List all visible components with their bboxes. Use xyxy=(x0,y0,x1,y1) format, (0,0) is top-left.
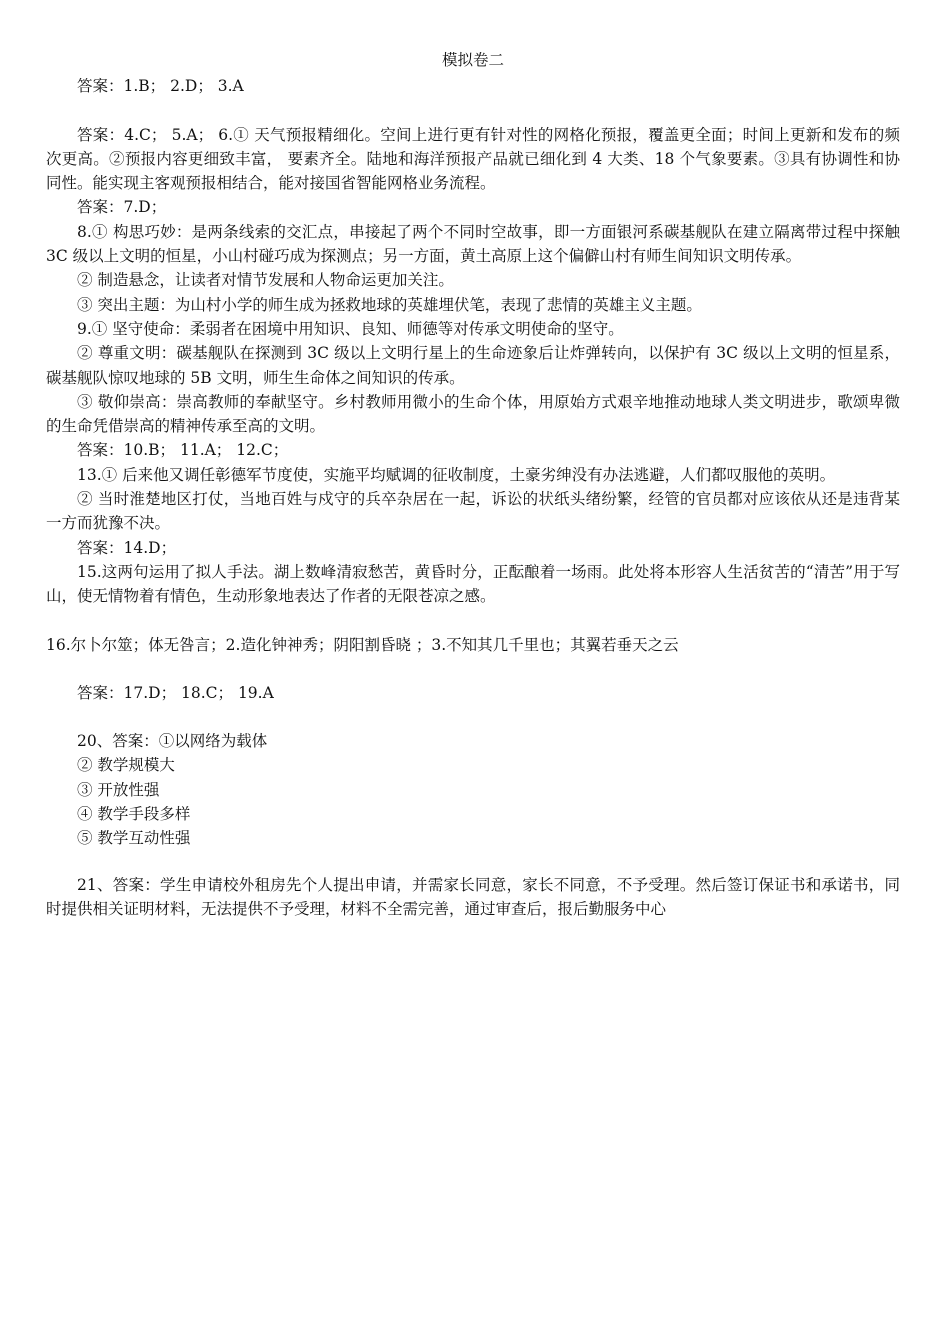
answer-9-point-3: ③ 敬仰崇高：崇高教师的奉献坚守。乡村教师用微小的生命个体，用原始方式艰辛地推动地球人类文明进步，歌颂卑微的生命凭借崇高的精神传承至高的文明。 xyxy=(46,392,900,436)
answer-21: 21、答案：学生申请校外租房先个人提出申请，并需家长同意，家长不同意，不予受理。然后签订保证书和承诺书，同时提供相关证明材料，无法提供不予受理，材料不全需完善，通过审查后，报后勤服务中心 xyxy=(46,875,900,918)
answer-8-point-3: ③ 突出主题：为山村小学的师生成为拯救地球的英雄埋伏笔，表现了悲情的英雄主义主题。 xyxy=(77,295,702,314)
answer-9-point-2: ② 尊重文明：碳基舰队在探测到 3C 级以上文明行星上的生命迹象后让炸弹转向，以保护有 3C 级以上文明的恒星系，碳基舰队惊叹地球的 5B 文明，师生生命体之间知识的传承。 xyxy=(46,344,900,387)
answer-20: 20、答案：①以网络为载体 xyxy=(77,732,268,751)
answer-20-item-5: ⑤ 教学互动性强 xyxy=(77,829,191,848)
answer-9-point-1: 9.① 坚守使命：柔弱者在困境中用知识、良知、师德等对传承文明使命的坚守。 xyxy=(77,319,624,338)
answer-13-point-1: 13.① 后来他又调任彰德军节度使，实施平均赋调的征收制度，土豪劣绅没有办法逃避，人们都叹服他的英明。 xyxy=(77,465,836,484)
answer-1-3: 答案：1.B； 2.D； 3.A xyxy=(77,77,244,96)
answer-4-6: 答案：4.C； 5.A； 6.① 天气预报精细化。空间上进行更有针对性的网格化预报，覆盖更全面；时间上更新和发布的频次更高。②预报内容更细致丰富， 要素齐全。陆地和海洋预报产品就已细化到 4 大类、18 个气象要素。③具有协调性和协同性。能实现主客观预报相结合，能对接国省智能网格业务流程。 xyxy=(46,125,900,193)
page-title: 模拟卷二 xyxy=(441,51,504,69)
answer-16: 16.尔卜尔筮；体无咎言；2.造化钟神秀；阴阳割昏晓 ；3.不知其几千里也；其翼若垂天之云 xyxy=(46,635,679,654)
answer-20-item-4: ④ 教学手段多样 xyxy=(77,805,191,824)
answer-15: 15.这两句运用了拟人手法。湖上数峰清寂愁苦，黄昏时分，正酝酿着一场雨。此处将本形容人生活贫苦的“清苦”用于写山，使无情物着有情色，生动形象地表达了作者的无限苍凉之感。 xyxy=(46,562,900,606)
answer-20-item-2: ② 教学规模大 xyxy=(77,756,175,775)
answer-17-19: 答案：17.D； 18.C； 19.A xyxy=(77,683,274,702)
answer-13-point-2: ② 当时淮楚地区打仗，当地百姓与戍守的兵卒杂居在一起，诉讼的状纸头绪纷繁，经管的官员都对应该依从还是违背某一方而犹豫不决。 xyxy=(46,490,900,533)
answer-8-point-1: 8.① 构思巧妙：是两条线索的交汇点，串接起了两个不同时空故事，即一方面银河系碳基舰队在建立隔离带过程中探触 3C 级以上文明的恒星，小山村碰巧成为探测点；另一方面，黄土高原上这个偏僻山村有师生间知识文明传承。 xyxy=(46,222,900,266)
answer-14: 答案：14.D； xyxy=(77,538,177,557)
answer-20-item-3: ③ 开放性强 xyxy=(77,780,160,799)
answer-7: 答案：7.D； xyxy=(77,198,167,217)
answer-8-point-2: ② 制造悬念，让读者对情节发展和人物命运更加关注。 xyxy=(77,271,454,290)
answer-10-12: 答案：10.B； 11.A； 12.C； xyxy=(77,441,289,460)
